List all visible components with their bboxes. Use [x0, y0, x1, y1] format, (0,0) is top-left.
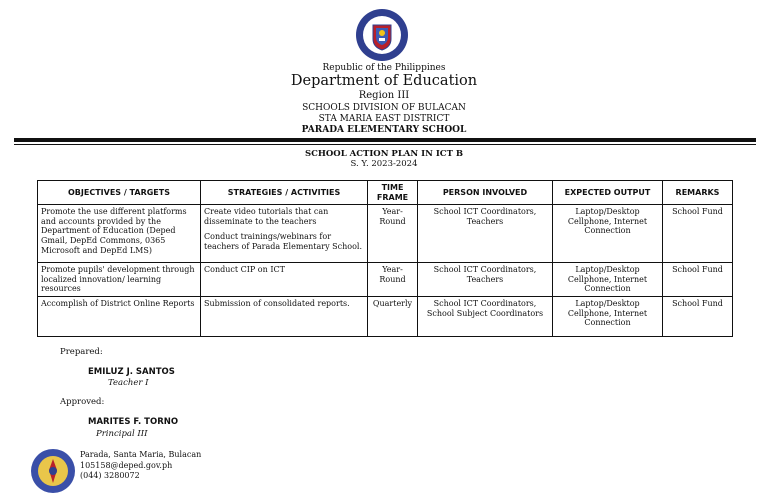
- time-frame-cell: Year-Round: [368, 205, 418, 263]
- prepared-label: Prepared:: [60, 347, 103, 357]
- header-divider-thick: [14, 138, 756, 142]
- time-frame-cell: Quarterly: [368, 296, 418, 336]
- deped-seal-logo: [355, 8, 409, 62]
- column-header: OBJECTIVES / TARGETS: [38, 181, 201, 205]
- table-row: [38, 296, 733, 336]
- time-frame-cell: Year-Round: [368, 263, 418, 297]
- school-year: S. Y. 2023-2024: [350, 159, 418, 169]
- remarks-cell: School Fund: [663, 205, 733, 263]
- school-phone: (044) 3280072: [80, 471, 140, 480]
- school-seal-logo: [30, 448, 76, 494]
- column-header: STRATEGIES / ACTIVITIES: [201, 181, 368, 205]
- column-header: REMARKS: [663, 181, 733, 205]
- objective-cell: Accomplish of District Online Reports: [38, 296, 201, 336]
- strategy-cell: [201, 205, 368, 263]
- strategy-cell: Conduct CIP on ICT: [201, 263, 368, 297]
- plan-title: SCHOOL ACTION PLAN IN ICT B: [304, 149, 464, 159]
- action-plan-table: [37, 180, 733, 337]
- objective-cell: Promote the use different platforms and accounts provided by the Department of Education (Deped Gmail, DepEd Commons, 0365 Microsoft and DepEd LMS): [38, 205, 201, 263]
- division-label: SCHOOLS DIVISION OF BULACAN: [302, 103, 466, 113]
- table-row: [38, 205, 733, 263]
- strategy-text: Create video tutorials that can disseminate to the teachers: [204, 207, 329, 226]
- header-divider-thin: [14, 144, 756, 145]
- approved-name: MARITES F. TORNO: [88, 417, 179, 427]
- objective-cell: Promote pupils' development through localized innovation/ learning resources: [38, 263, 201, 297]
- strategy-cell: Submission of consolidated reports.: [201, 296, 368, 336]
- prepared-name: EMILUZ J. SANTOS: [88, 367, 175, 377]
- prepared-role: Teacher I: [108, 378, 149, 388]
- output-cell: Laptop/Desktop Cellphone, Internet Connection: [553, 296, 663, 336]
- strategy-text: Conduct trainings/webinars for teachers of Parada Elementary School.: [204, 232, 363, 251]
- region-label: Region III: [358, 90, 410, 101]
- persons-cell: School ICT Coordinators, Teachers: [418, 263, 553, 297]
- approved-role: Principal III: [96, 429, 148, 439]
- column-header: TIME FRAME: [368, 181, 418, 205]
- department-name: Department of Education: [290, 73, 478, 89]
- remarks-cell: School Fund: [663, 296, 733, 336]
- column-header: EXPECTED OUTPUT: [553, 181, 663, 205]
- persons-cell: School ICT Coordinators, School Subject Coordinators: [418, 296, 553, 336]
- remarks-cell: School Fund: [663, 263, 733, 297]
- school-email: 105158@deped.gov.ph: [80, 461, 173, 470]
- output-cell: Laptop/Desktop Cellphone, Internet Connection: [553, 263, 663, 297]
- school-address: Parada, Santa Maria, Bulacan: [80, 450, 202, 459]
- persons-cell: School ICT Coordinators, Teachers: [418, 205, 553, 263]
- school-name: PARADA ELEMENTARY SCHOOL: [301, 125, 467, 135]
- table-header-row: [38, 181, 733, 205]
- column-header: PERSON INVOLVED: [418, 181, 553, 205]
- output-cell: Laptop/Desktop Cellphone, Internet Connection: [553, 205, 663, 263]
- republic-label: Republic of the Philippines: [322, 63, 446, 73]
- approved-label: Approved:: [60, 397, 105, 407]
- table-row: [38, 263, 733, 297]
- district-label: STA MARIA EAST DISTRICT: [318, 114, 450, 124]
